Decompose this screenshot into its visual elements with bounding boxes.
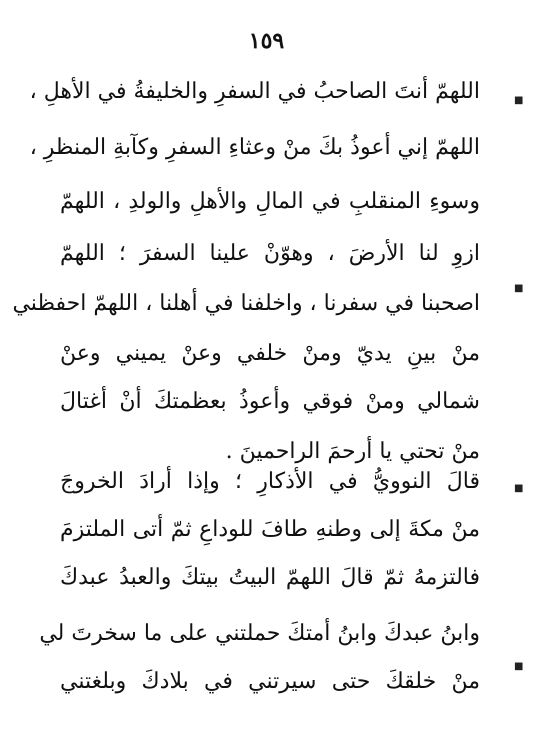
text-line: منْ خلقكَ حتى سيرتني في بلادكَ وبلغتني [60, 669, 480, 694]
text-line: فالتزمهُ ثمّ قالَ اللهمّ البيتُ بيتكَ والعبدُ عبدكَ [60, 565, 480, 590]
text-line: منْ تحتي يا أرحمَ الراحمينَ . [225, 439, 480, 464]
text-line: وابنُ عبدكَ وابنُ أمتكَ حملتني على ما سخرتَ لي [39, 621, 480, 646]
text-line: شمالي ومنْ فوقي وأعوذُ بعظمتكَ أنْ أغتالَ [60, 389, 480, 414]
margin-mark-icon: ■ [514, 283, 524, 294]
text-line: اللهمّ إني أعوذُ بكَ منْ وعثاءِ السفرِ وكآبةِ المنظرِ ، [29, 135, 480, 160]
text-line: اصحبنا في سفرنا ، واخلفنا في أهلنا ، اللهمّ احفظني [12, 291, 480, 316]
text-line: وسوءِ المنقلبِ في المالِ والأهلِ والولدِ ، اللهمّ [60, 189, 480, 214]
margin-mark-icon: ■ [514, 661, 524, 672]
text-line: منْ مكةَ إلى وطنهِ طافَ للوداعِ ثمّ أتى الملتزمَ [60, 517, 480, 542]
text-line: اللهمّ أنتَ الصاحبُ في السفرِ والخليفةُ في الأهلِ ، [29, 79, 480, 104]
text-line: قالَ النوويُّ في الأذكارِ ؛ وإذا أرادَ الخروجَ [60, 469, 480, 494]
text-line: منْ بينِ يديّ ومنْ خلفي وعنْ يميني وعنْ [60, 341, 480, 366]
text-line: ازوِ لنا الأرضَ ، وهوّنْ علينا السفرَ ؛ اللهمّ [60, 241, 480, 266]
margin-mark-icon: ■ [514, 95, 524, 106]
margin-mark-icon: ■ [514, 483, 524, 494]
page-number: ١٥٩ [248, 28, 285, 54]
